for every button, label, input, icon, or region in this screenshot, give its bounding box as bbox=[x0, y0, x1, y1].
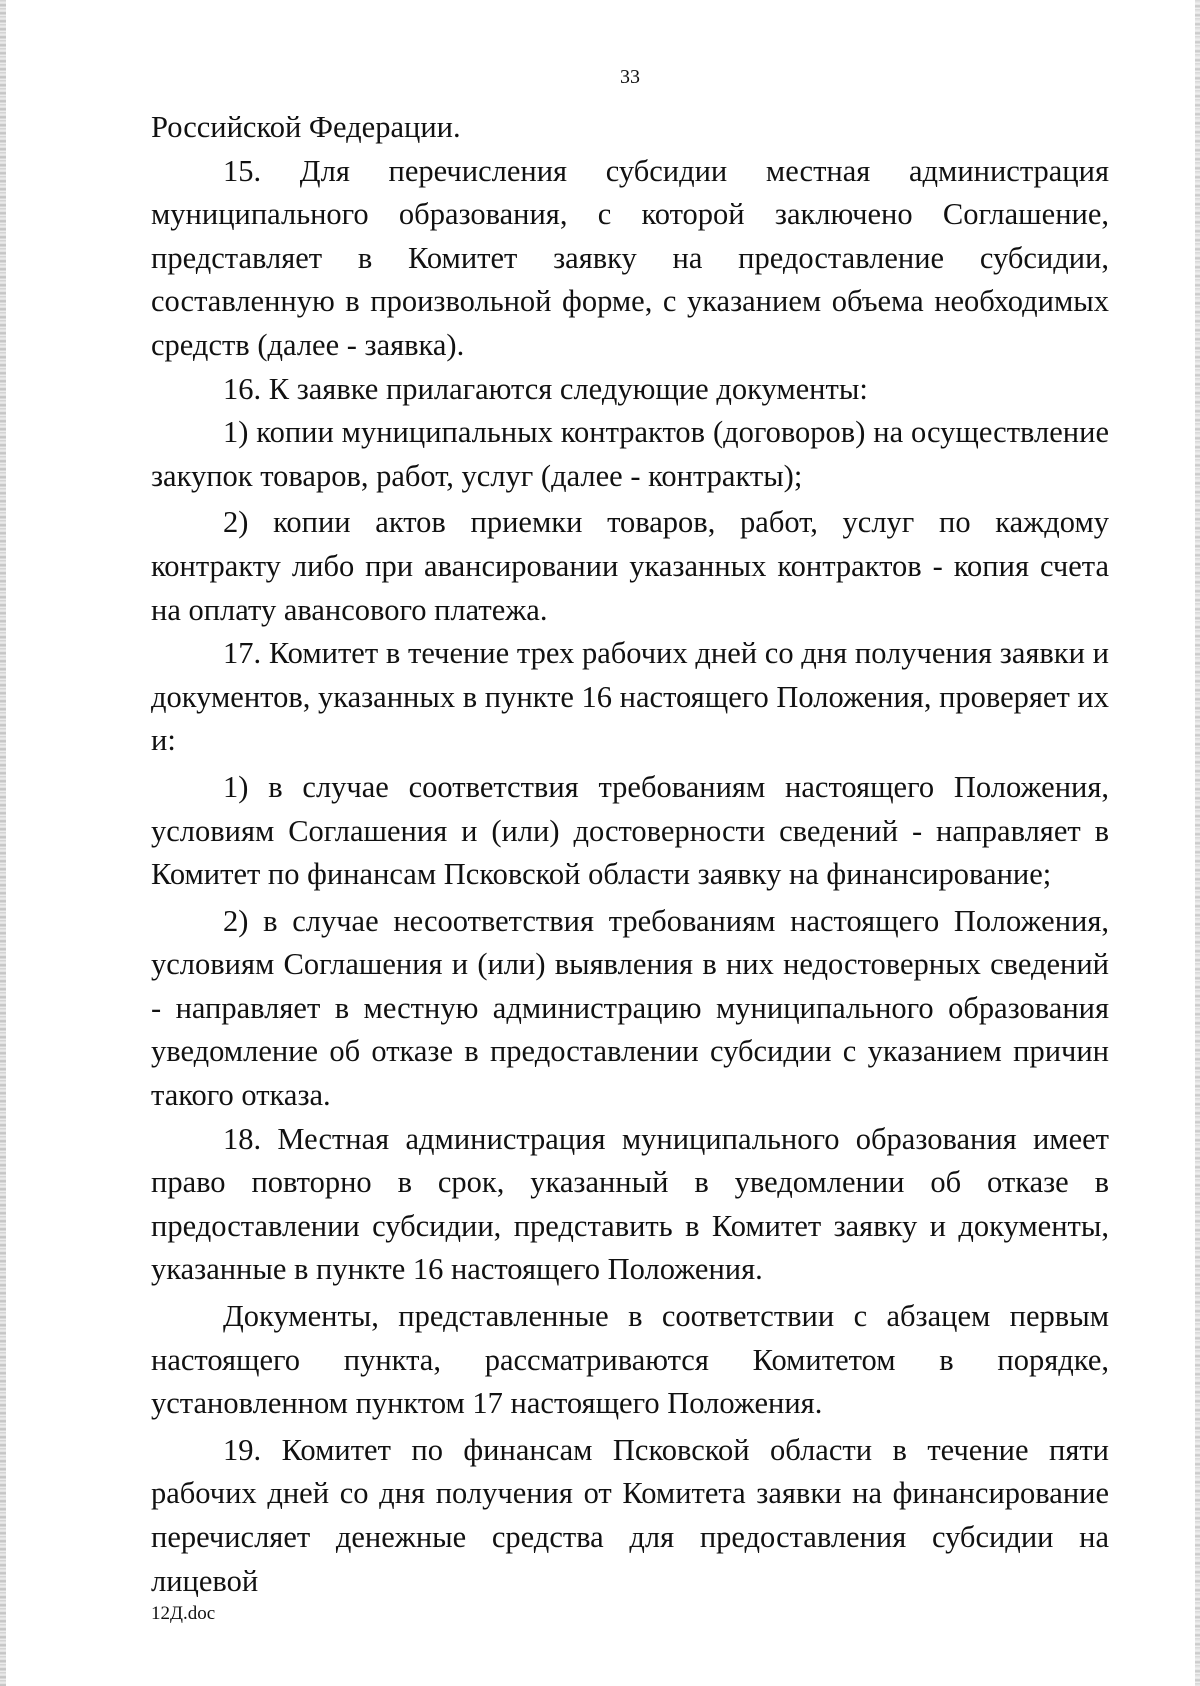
page-number: 33 bbox=[620, 66, 640, 88]
scan-edge-right bbox=[1195, 0, 1200, 1686]
paragraph-item-16: 16. К заявке прилагаются следующие документы: bbox=[223, 371, 868, 406]
paragraph-item-19: 19. Комитет по финансам Псковской области в течение пяти рабочих дней со дня получения от Комитета заявки на финансирование перечисляет денежные средства для предоставления субсидии на лицевой bbox=[151, 1432, 1109, 1598]
scan-edge-left bbox=[0, 0, 6, 1686]
paragraph-item-17: 17. Комитет в течение трех рабочих дней со дня получения заявки и документов, указанных в пункте 16 настоящего Положения, проверяет их и: bbox=[151, 636, 1109, 758]
footer-filename: 12Д.doc bbox=[151, 1603, 216, 1624]
paragraph-item-15: 15. Для перечисления субсидии местная администрация муниципального образования, с которой заключено Соглашение, представляет в Комитет заявку на предоставление субсидии, составленную в произвольной форме, с указанием объема необходимых средств (далее - заявка). bbox=[151, 153, 1109, 362]
paragraph-item-16-1: 1) копии муниципальных контрактов (договоров) на осуществление закупок товаров, работ, услуг (далее - контракты); bbox=[151, 415, 1109, 493]
paragraph-item-18-2: Документы, представленные в соответствии с абзацем первым настоящего пункта, рассматриваются Комитетом в порядке, установленном пунктом 17 настоящего Положения. bbox=[151, 1299, 1109, 1421]
document-body bbox=[151, 106, 1109, 1603]
paragraph-item-18: 18. Местная администрация муниципального образования имеет право повторно в срок, указанный в уведомлении об отказе в предоставлении субсидии, представить в Комитет заявку и документы, указанные в пункте 16 настоящего Положения. bbox=[151, 1121, 1109, 1287]
paragraph-item-16-2: 2) копии актов приемки товаров, работ, услуг по каждому контракту либо при авансировании указанных контрактов - копия счета на оплату авансового платежа. bbox=[151, 505, 1109, 627]
paragraph-continuation: Российской Федерации. bbox=[151, 110, 461, 144]
paragraph-item-17-1: 1) в случае соответствия требованиям настоящего Положения, условиям Соглашения и (или) достоверности сведений - направляет в Комитет по финансам Псковской области заявку на финансирование; bbox=[151, 769, 1109, 892]
paragraph-item-17-2: 2) в случае несоответствия требованиям настоящего Положения, условиям Соглашения и (или) выявления в них недостоверных сведений - направляет в местную администрацию муниципального образования уведомление об отказе в предоставлении субсидии с указанием причин такого отказа. bbox=[151, 903, 1109, 1113]
